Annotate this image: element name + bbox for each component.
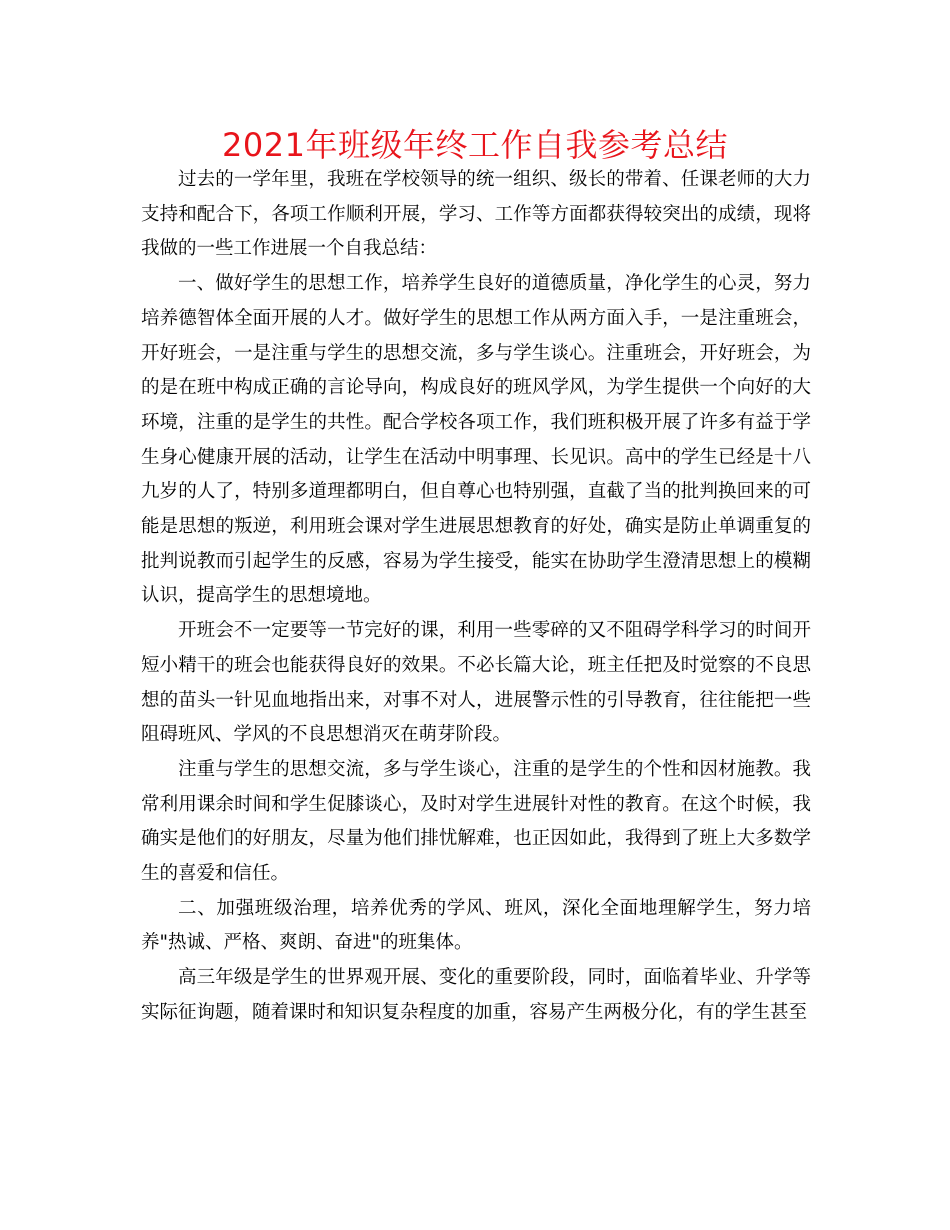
paragraph-class-meeting: 开班会不一定要等一节完好的课，利用一些零碎的又不阻碍学科学习的时间开短小精干的班会也能获得良好的效果。不必长篇大论，班主任把及时觉察的不良思想的苗头一针见血地指出来，对事不对人，进展警示性的引导教育，往往能把一些阻碍班风、学风的不良思想消灭在萌芽阶段。 [141, 620, 811, 746]
paragraph-section-one: 一、做好学生的思想工作，培养学生良好的道德质量，净化学生的心灵，努力培养德智体全面开展的人才。做好学生的思想工作从两方面入手，一是注重班会，开好班会，一是注重与学生的思想交流，多与学生谈心。注重班会，开好班会，为的是在班中构成正确的言论导向，构成良好的班风学风，为学生提供一个向好的大环境，注重的是学生的共性。配合学校各项工作，我们班积极开展了许多有益于学生身心健康开展的活动，让学生在活动中明事理、长见识。高中的学生已经是十八九岁的人了，特别多道理都明白，但自尊心也特别强，直截了当的批判换回来的可能是思想的叛逆，利用班会课对学生进展思想教育的好处，确实是防止单调重复的批判说教而引起学生的反感，容易为学生接受，能实在协助学生澄清思想上的模糊认识，提高学生的思想境地。 [141, 273, 811, 607]
document-body [141, 163, 811, 1031]
document-title: 2021年班级年终工作自我参考总结 [222, 126, 728, 164]
paragraph-senior-year: 高三年级是学生的世界观开展、变化的重要阶段，同时，面临着毕业、升学等实际征询题，随着课时和知识复杂程度的加重，容易产生两极分化，有的学生甚至 [141, 967, 811, 1023]
paragraph-intro: 过去的一学年里，我班在学校领导的统一组织、级长的带着、任课老师的大力支持和配合下，各项工作顺利开展，学习、工作等方面都获得较突出的成绩，现将我做的一些工作进展一个自我总结： [141, 169, 811, 260]
paragraph-communication: 注重与学生的思想交流，多与学生谈心，注重的是学生的个性和因材施教。我常利用课余时间和学生促膝谈心，及时对学生进展针对性的教育。在这个时候，我确实是他们的好朋友，尽量为他们排忧解难，也正因如此，我得到了班上大多数学生的喜爱和信任。 [141, 758, 811, 885]
paragraph-section-two: 二、加强班级治理，培养优秀的学风、班风，深化全面地理解学生，努力培养"热诚、严格、爽朗、奋进"的班集体。 [141, 897, 811, 954]
